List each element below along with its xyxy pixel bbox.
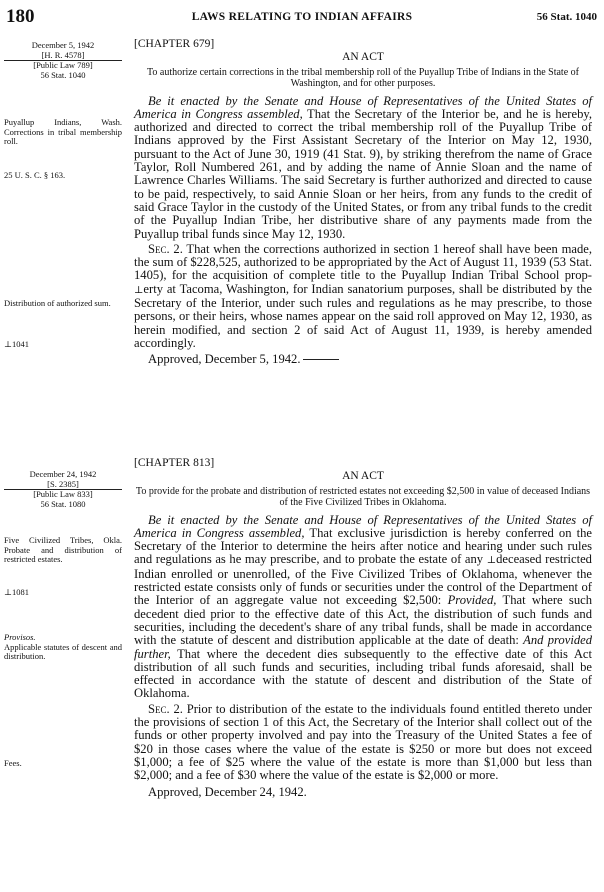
act2-section1-text-a: That exclusive jurisdiction is hereby conferred on the Secretary of the Interior to determine the heirs after notice and hearing under such rules and regulations as he may prescribe, and to probate the estate of any — [134, 525, 592, 567]
act2-provisos-note: Applicable statutes of descent and distribution. — [4, 641, 122, 661]
act1-enacting-clause: Be it enacted by the Senate and House of Representatives of the United States of America in Congress assembled, — [134, 93, 592, 121]
act1-date: December 5, 1942 — [31, 40, 95, 50]
act1-margin-page-mark: ⊥1041 — [4, 339, 29, 349]
approved-rule — [303, 359, 339, 360]
act2-margin-fees: Fees. — [4, 758, 22, 768]
act2-provisos-label: Provisos. — [4, 632, 36, 642]
page-number: 180 — [6, 6, 35, 27]
act2-provided-further: And provided further, — [134, 633, 592, 661]
act2-section2-text: 2. Prior to distribution of the estate to the individuals found entitled thereto under the provisions of section 1 of this Act, the Secretary of the Interior shall collect out of the funds or other property involved and pay into the Treasury of the United States a fee of $20 in those cases where the value of the estate is $250 or more but does not exceed $1,000; a fee of $25 where the value of the estate is more than $1,000 but less than $2,000; and a fee of $30 where the value of the estate is $2,000 or more. — [134, 701, 592, 783]
act1-approved-line — [134, 353, 592, 366]
act2-enacting-clause: Be it enacted by the Senate and House of Representatives of the United States of America in Congress assembled, — [134, 512, 592, 540]
act2-approved: Approved, December 24, 1942. — [148, 784, 307, 799]
act2-chapter: [CHAPTER 813] — [134, 457, 215, 469]
act1-bill: [H. R. 4578] — [4, 51, 122, 62]
act1-margin-distribution: Distribution of authorized sum. — [4, 298, 111, 308]
act2-purpose: To provide for the probate and distribution of restricted estates not exceeding $2,500 in value of deceased Indians of the Five Civilized Tribes in Oklahoma. — [135, 485, 591, 508]
act1-section2-text-b: erty at Tacoma, Washington, for Indian sanatorium purposes, shall be distributed by the Secretary of the Interior, under such rules and regulations as he may prescribe, to those persons, or their heirs, whose names appear on the said roll approved on May 12, 1930, as herein modified, and section 2 of said Act of August 11, 1939, is hereby amended accordingly. — [134, 281, 592, 350]
act2-section2-label: Sec. — [148, 701, 170, 716]
act1-section1-text: That the Secretary of the Interior be, and he is hereby, authorized and directed to correct the tribal membership roll of the Puyallup Tribe of Indians approved by the First Assistant Secretary of the Interior on May 12, 1930, pursuant to the Act of June 30, 1919 (41 Stat. 9), by striking therefrom the name of Grace Taylor, Roll Numbered 261, and by adding the name of Annie Sloan and the name of Lawrence Charles Williams. The said Secretary is further authorized and directed to cause to be paid, respectively, to said Annie Sloan or her heirs, from any funds to the credit of said Grace Taylor in the custody of the United States, or from any tribal funds to the credit of the Puyallup Indian Tribe, her distributive share of any payments made from the Puyallup tribal funds since May 12, 1930. — [134, 106, 592, 241]
page-break-mark: ⊥ — [134, 284, 144, 296]
stat-reference: 56 Stat. 1040 — [536, 11, 597, 23]
act2-heading: AN ACT — [342, 470, 384, 483]
page-break-mark: ⊥ — [486, 555, 497, 567]
act2-section2 — [134, 703, 592, 783]
act1-section2-label: Sec. — [148, 241, 170, 256]
act2-section1-text-d: That where the decedent dies subsequently to the effective date of this Act distribution of all such funds and securities, including tribal funds aforesaid, shall be effected in accordance with the statute of descent and distribution of the State of Oklahoma. — [134, 646, 593, 701]
act2-public-law: [Public Law 833] — [33, 489, 93, 499]
act1-margin-usc: 25 U. S. C. § 163. — [4, 170, 66, 180]
act2-provided: Provided, — [447, 593, 497, 608]
running-title: LAWS RELATING TO INDIAN AFFAIRS — [191, 11, 413, 23]
act1-margin-citation — [4, 41, 122, 80]
act1-section2-text-a: 2. That when the corrections authorized in section 1 hereof shall have been made, the sum of $228,525, authorized to be appropriated by the Act of August 11, 1939 (53 Stat. 1405), for the acquisition of complete title to the Puyallup Indian Tribal School prop- — [134, 241, 592, 283]
act2-approved-line — [134, 786, 592, 799]
act2-section1 — [134, 514, 592, 701]
act2-section1-text-c: That where such decedent died prior to the effective date of this Act, the distribution of such funds and securities, including the decedent's share of any tribal funds, shall be made in accordance with the statute of descent and distribution applicable at the date of death: — [134, 593, 592, 648]
act1-public-law: [Public Law 789] — [33, 60, 93, 70]
act2-bill: [S. 2385] — [4, 480, 122, 491]
act2-margin-citation — [4, 470, 122, 509]
act1-chapter: [CHAPTER 679] — [134, 38, 215, 50]
act1-body — [134, 38, 592, 367]
act1-heading: AN ACT — [342, 51, 384, 64]
act1-section1 — [134, 95, 592, 241]
act2-body — [134, 457, 592, 799]
act2-margin-page-mark: ⊥1081 — [4, 587, 29, 597]
act2-date: December 24, 1942 — [29, 469, 97, 479]
act2-margin-subject: Five Civilized Tribes, Okla. Probate and distribution of restricted estates. — [4, 535, 122, 564]
act2-stat: 56 Stat. 1080 — [40, 498, 86, 509]
act1-approved: Approved, December 5, 1942. — [148, 352, 301, 367]
act1-purpose: To authorize certain corrections in the tribal membership roll of the Puyallup Tribe of Indians in the State of Washington, and for other purposes. — [147, 66, 579, 89]
act2-section1-text-b: deceased restricted Indian enrolled or unenrolled, of the Five Civilized Tribes of Oklahoma, whenever the restricted estate consists only of funds or securities under the control of the Department of the Interior of an aggregate value not exceeding $2,500: — [134, 552, 592, 608]
act1-stat: 56 Stat. 1040 — [40, 69, 86, 80]
act1-section2 — [134, 243, 592, 350]
act1-margin-subject: Puyallup Indians, Wash. Corrections in tribal membership roll. — [4, 117, 122, 146]
act2-margin-provisos — [4, 633, 122, 662]
